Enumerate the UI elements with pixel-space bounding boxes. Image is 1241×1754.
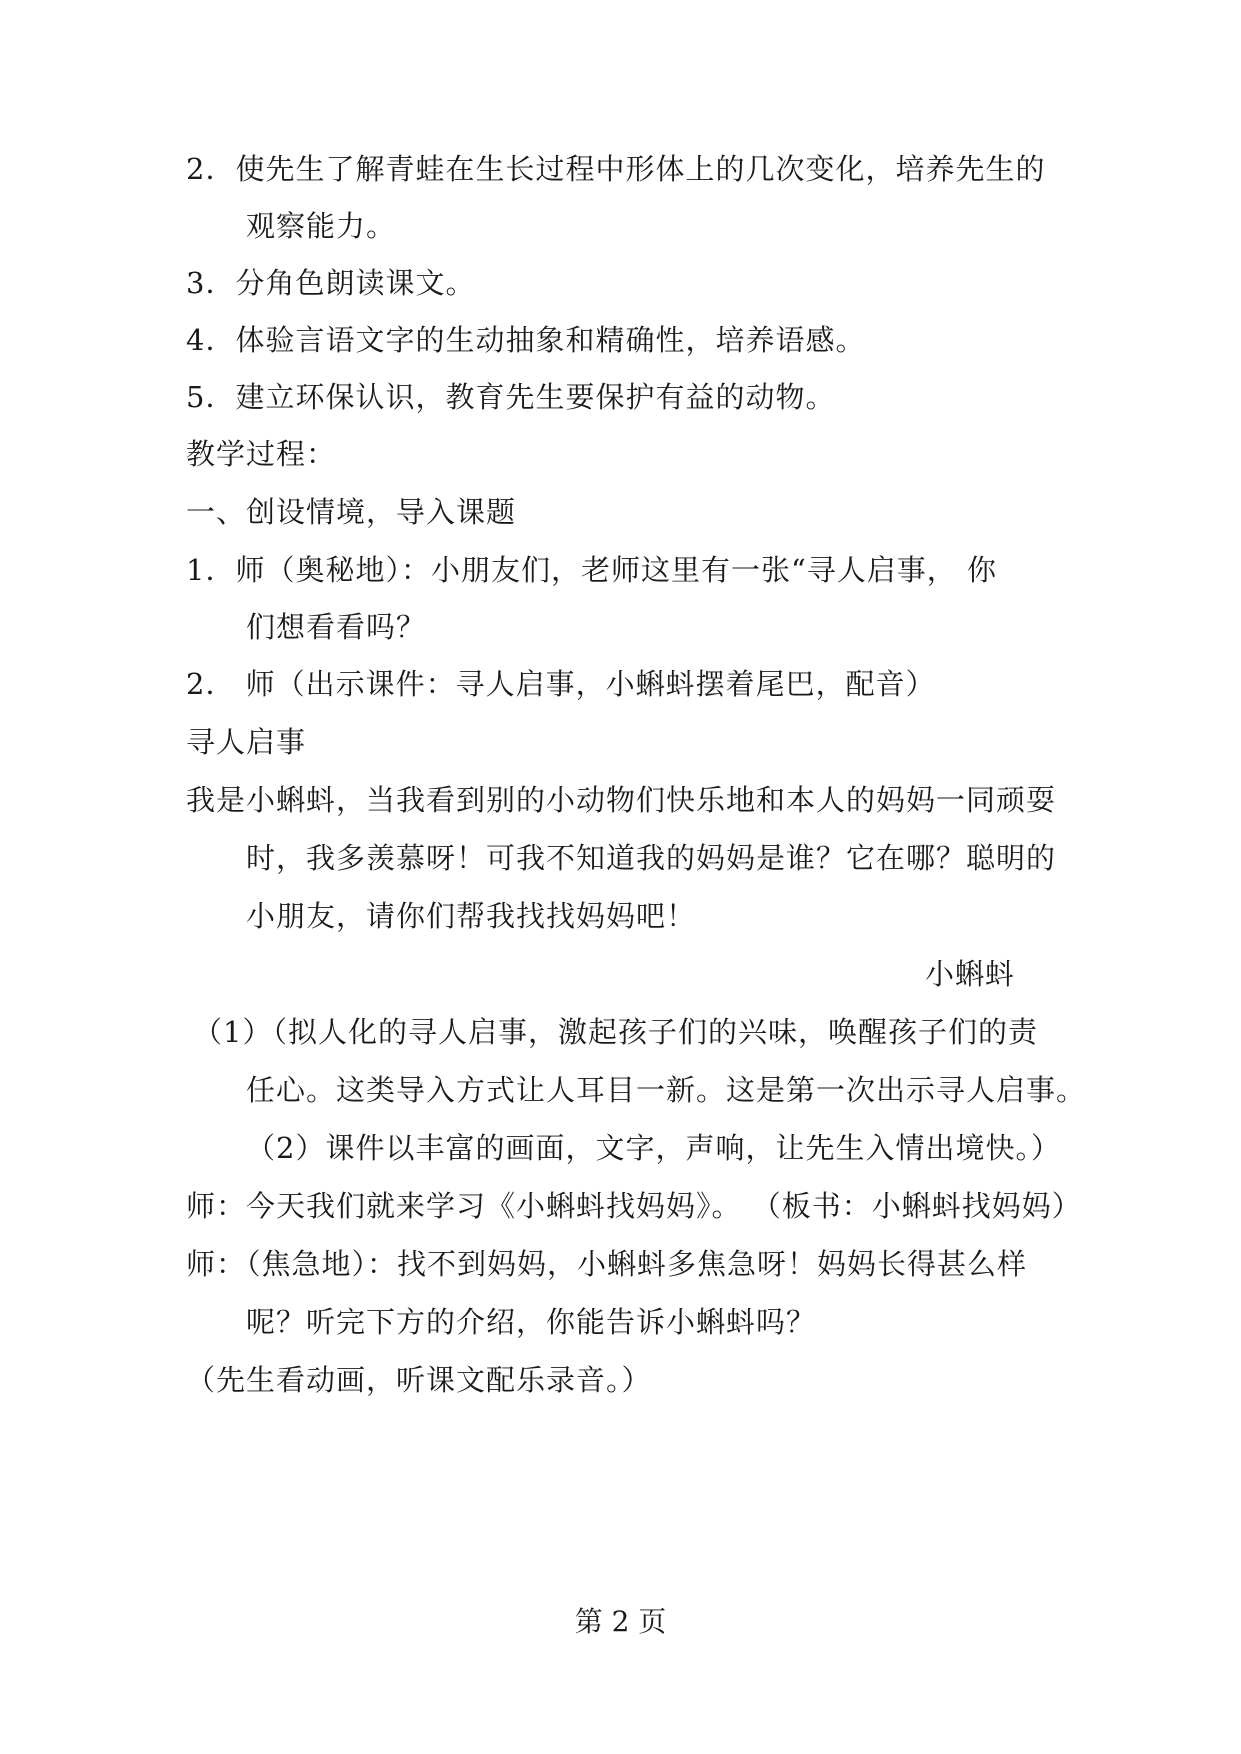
teacher-line-2: 师：（焦急地）：找不到妈妈，小蝌蚪多焦急呀！妈妈长得甚么样 [186,1247,1028,1281]
process-heading: 教学过程： [186,437,337,471]
objective-item-3: 3．分角色朗读课文。 [186,266,476,300]
objective-item-4: 4．体验言语文字的生动抽象和精确性，培养语感。 [186,323,866,357]
notice-body-line-2: 时，我多羡慕呀！可我不知道我的妈妈是谁？它在哪？聪明的 [246,841,1057,875]
student-activity: （先生看动画，听课文配乐录音。） [186,1363,652,1397]
notice-signature: 小蝌蚪 [925,957,1016,991]
notice-body-line-3: 小朋友，请你们帮我找找妈妈吧！ [246,899,697,933]
process-step-1-continued: 们想看看吗？ [246,610,427,644]
teacher-line-1: 师：今天我们就来学习《小蝌蚪找妈妈》。 （板书：小蝌蚪找妈妈） [186,1189,1082,1223]
note-1-continued: 任心。这类导入方式让人耳目一新。这是第一次出示寻人启事。 [246,1073,1087,1107]
note-1: （1）（拟人化的寻人启事，激起孩子们的兴味，唤醒孩子们的责 [193,1015,1038,1049]
note-2: （2）课件以丰富的画面，文字，声响，让先生入情出境快。） [246,1131,1061,1165]
process-step-2: 2． 师（出示课件：寻人启事，小蝌蚪摆着尾巴，配音） [186,667,936,701]
objective-item-5: 5．建立环保认识，教育先生要保护有益的动物。 [186,380,836,414]
page-number: 第 2 页 [574,1605,667,1638]
notice-body-line-1: 我是小蝌蚪，当我看到别的小动物们快乐地和本人的妈妈一同顽耍 [186,783,1057,817]
objective-item-2: 2．使先生了解青蛙在生长过程中形体上的几次变化，培养先生的 [186,152,1046,186]
objective-item-2-continued: 观察能力。 [246,209,397,243]
process-step-1: 1．师（奥秘地）：小朋友们，老师这里有一张“寻人启事， 你 [186,553,997,587]
notice-title: 寻人启事 [186,725,307,759]
teacher-line-2-continued: 呢？听完下方的介绍，你能告诉小蝌蚪吗？ [246,1305,817,1339]
section-heading-1: 一、创设情境，导入课题 [186,495,517,529]
